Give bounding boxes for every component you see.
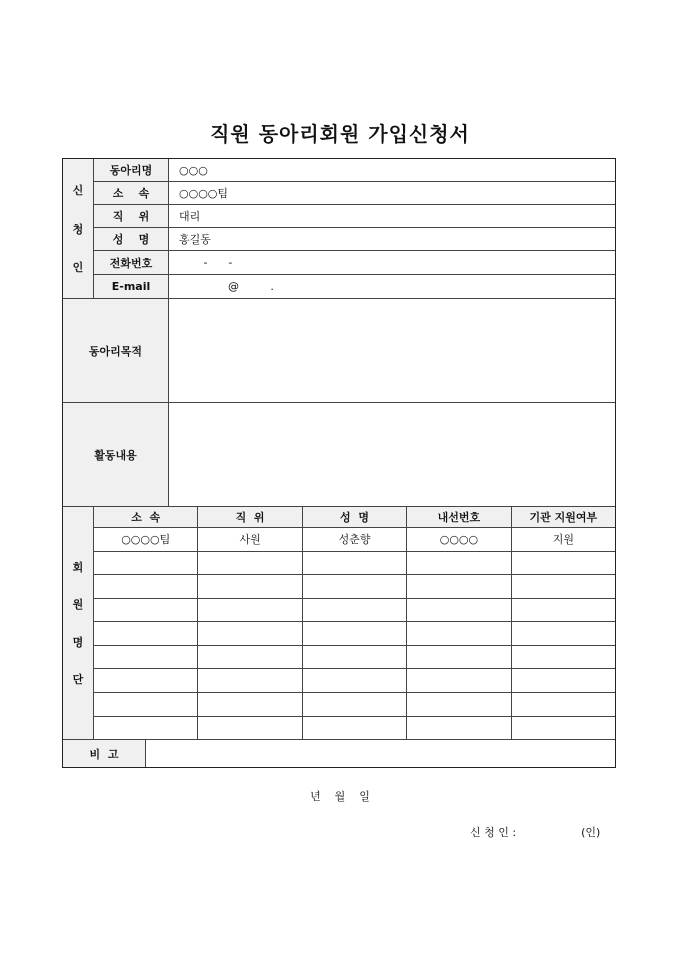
activity-value[interactable]: [169, 403, 615, 506]
applicant-fields: [94, 159, 615, 298]
applicant-char-3: 인: [72, 261, 84, 275]
members-section-label: [63, 507, 94, 739]
member-extension-cell[interactable]: [407, 717, 511, 740]
members-table: [94, 507, 615, 739]
remarks-row: [63, 740, 615, 767]
member-row: [94, 552, 615, 576]
department-label: 소 속: [94, 182, 169, 204]
member-department-cell[interactable]: [94, 622, 198, 645]
member-position-cell[interactable]: 사원: [198, 528, 302, 551]
remarks-label: 비 고: [63, 740, 146, 767]
club-name-row: [94, 159, 615, 182]
member-department-cell[interactable]: [94, 646, 198, 669]
member-position-cell[interactable]: [198, 599, 302, 622]
name-value[interactable]: 홍길동: [179, 233, 211, 246]
member-position-cell[interactable]: [198, 552, 302, 575]
department-value[interactable]: ○○○○팀: [179, 187, 229, 200]
remarks-value[interactable]: [146, 740, 615, 767]
members-body: [94, 528, 615, 739]
activity-label: 활동내용: [63, 403, 169, 506]
member-support-cell[interactable]: [512, 693, 615, 716]
header-department: 소 속: [94, 507, 198, 527]
member-extension-cell[interactable]: [407, 646, 511, 669]
email-value[interactable]: @ .: [179, 280, 274, 293]
member-row: [94, 599, 615, 623]
member-support-cell[interactable]: [512, 575, 615, 598]
member-extension-cell[interactable]: [407, 552, 511, 575]
member-position-cell[interactable]: [198, 717, 302, 740]
member-support-cell[interactable]: 지원: [552, 533, 574, 547]
member-row: [94, 646, 615, 670]
member-name-cell[interactable]: [303, 646, 407, 669]
header-position: 직 위: [198, 507, 302, 527]
member-department-cell[interactable]: ○○○○팀: [94, 528, 198, 551]
member-position-cell[interactable]: [198, 693, 302, 716]
member-position-cell[interactable]: [198, 669, 302, 692]
member-row: [94, 622, 615, 646]
applicant-sign-label: 신 청 인 :: [470, 826, 517, 839]
member-support-cell[interactable]: [512, 717, 615, 740]
member-support-cell[interactable]: [512, 622, 615, 645]
member-row: [94, 528, 615, 552]
member-row: [94, 693, 615, 717]
members-char-1: 회: [72, 560, 84, 574]
activity-row: [63, 403, 615, 507]
club-name-label: 동아리명: [94, 159, 169, 181]
member-name-cell[interactable]: [303, 552, 407, 575]
date-line: 년 월 일: [310, 790, 370, 803]
header-support: 기관 지원여부: [529, 511, 598, 524]
email-row: [94, 275, 615, 298]
member-department-cell[interactable]: [94, 693, 198, 716]
member-support-cell[interactable]: [512, 599, 615, 622]
member-name-cell[interactable]: [303, 622, 407, 645]
header-name: 성 명: [303, 507, 407, 527]
members-char-4: 단: [72, 673, 84, 687]
member-row: [94, 575, 615, 599]
members-char-3: 명: [72, 635, 84, 649]
position-value[interactable]: 대리: [179, 210, 201, 223]
purpose-value[interactable]: [169, 299, 615, 402]
form-title: 직원 동아리회원 가입신청서: [210, 122, 470, 146]
header-extension: 내선번호: [407, 507, 511, 527]
member-row: [94, 717, 615, 740]
member-extension-cell[interactable]: [407, 693, 511, 716]
member-position-cell[interactable]: [198, 622, 302, 645]
members-char-2: 원: [72, 598, 84, 612]
signature-line: [470, 824, 600, 840]
position-row: [94, 205, 615, 228]
phone-row: [94, 251, 615, 275]
member-name-cell[interactable]: [303, 669, 407, 692]
members-section: [63, 507, 615, 740]
purpose-row: [63, 299, 615, 403]
club-name-value[interactable]: ○○○: [179, 163, 208, 177]
applicant-char-1: 신: [72, 183, 84, 197]
member-support-cell[interactable]: [512, 646, 615, 669]
member-extension-cell[interactable]: ○○○○: [407, 528, 511, 551]
seal-mark: (인): [581, 826, 601, 839]
applicant-section-label: [63, 159, 94, 298]
member-name-cell[interactable]: [303, 575, 407, 598]
member-department-cell[interactable]: [94, 552, 198, 575]
position-label: 직 위: [94, 205, 169, 227]
member-position-cell[interactable]: [198, 575, 302, 598]
member-extension-cell[interactable]: [407, 599, 511, 622]
member-support-cell[interactable]: [512, 552, 615, 575]
member-name-cell[interactable]: [303, 599, 407, 622]
member-row: [94, 669, 615, 693]
member-name-cell[interactable]: [303, 693, 407, 716]
member-name-cell[interactable]: 성춘향: [303, 528, 407, 551]
name-row: [94, 228, 615, 251]
email-label: E-mail: [94, 275, 169, 298]
member-department-cell[interactable]: [94, 575, 198, 598]
department-row: [94, 182, 615, 205]
phone-label: 전화번호: [94, 251, 169, 274]
name-label: 성 명: [94, 228, 169, 250]
member-position-cell[interactable]: [198, 646, 302, 669]
applicant-section: [63, 159, 615, 299]
member-extension-cell[interactable]: [407, 575, 511, 598]
member-extension-cell[interactable]: [407, 622, 511, 645]
member-department-cell[interactable]: [94, 599, 198, 622]
member-support-cell[interactable]: [512, 669, 615, 692]
members-header-row: [94, 507, 615, 528]
phone-value[interactable]: - -: [179, 256, 233, 269]
application-form: [62, 158, 616, 768]
member-extension-cell[interactable]: [407, 669, 511, 692]
member-department-cell[interactable]: [94, 717, 198, 740]
applicant-char-2: 청: [72, 222, 84, 236]
purpose-label: 동아리목적: [63, 299, 169, 402]
member-department-cell[interactable]: [94, 669, 198, 692]
member-name-cell[interactable]: [303, 717, 407, 740]
